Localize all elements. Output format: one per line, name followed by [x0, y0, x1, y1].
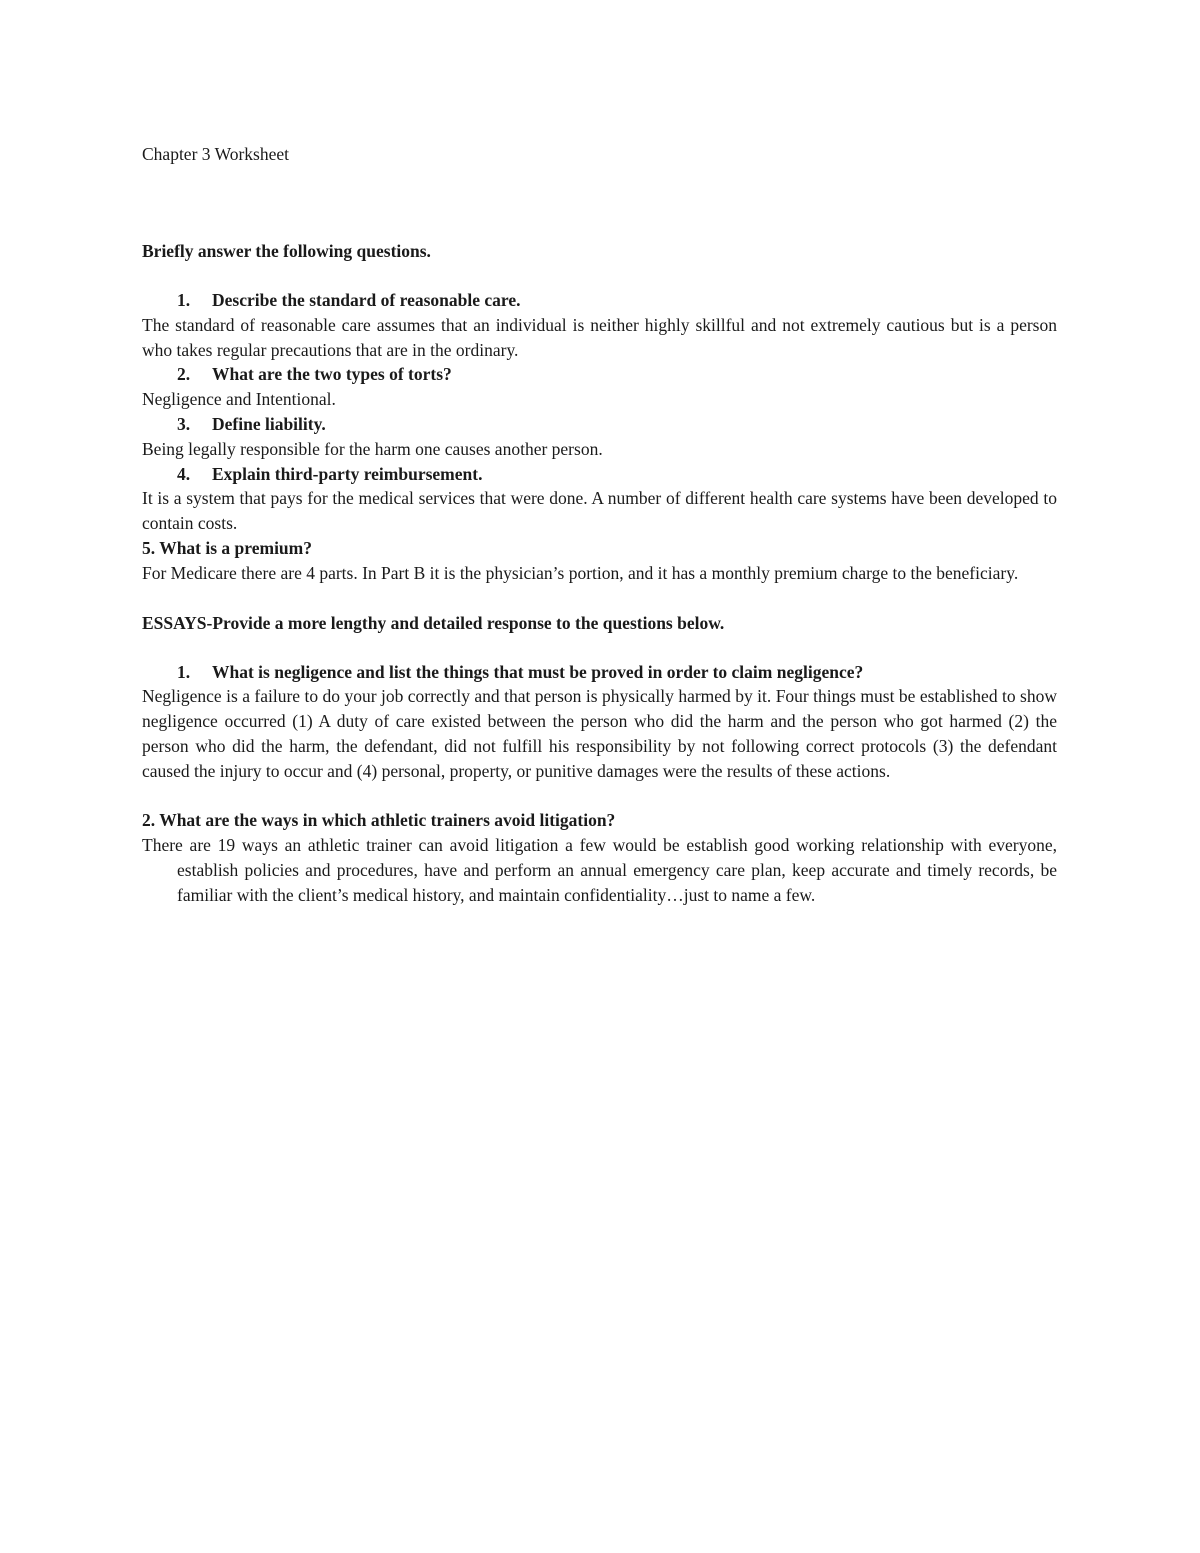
short-answer-list — [142, 288, 1057, 586]
short-question-3 — [142, 412, 1057, 462]
question-text: Describe the standard of reasonable care. — [212, 290, 521, 310]
question-text: What are the two types of torts? — [212, 364, 452, 385]
answer-text: It is a system that pays for the medical services that were done. A number of different health care systems have been developed to contain costs. — [142, 488, 1057, 534]
short-question-5 — [142, 536, 1057, 586]
question-heading — [142, 462, 1057, 487]
question-heading — [142, 536, 1057, 561]
question-heading — [142, 288, 1057, 313]
question-text: What is negligence and list the things that must be proved in order to claim negligence? — [212, 661, 864, 682]
question-number: 4. — [177, 463, 191, 484]
essay-list — [142, 660, 1057, 908]
question-text: What is a premium? — [159, 537, 312, 558]
question-number: 2. — [142, 810, 156, 831]
question-number: 3. — [177, 413, 191, 434]
question-number: 2. — [177, 364, 191, 385]
short-answer-instructions: Briefly answer the following questions. — [142, 241, 431, 261]
short-question-1 — [142, 288, 1057, 362]
document-body — [142, 142, 1057, 908]
question-text: Define liability. — [212, 413, 326, 434]
essay-question-2 — [142, 808, 1057, 907]
question-number: 1. — [177, 661, 191, 682]
essay-question-1 — [142, 660, 1057, 784]
answer-text: For Medicare there are 4 parts. In Part B it is the physician’s portion, and it has a monthly premium charge to the beneficiary. — [142, 562, 1019, 583]
short-question-4 — [142, 462, 1057, 536]
essay-instructions: ESSAYS-Provide a more lengthy and detailed response to the questions below. — [142, 612, 725, 633]
question-heading — [142, 808, 1057, 833]
question-heading — [142, 412, 1057, 437]
question-heading — [142, 362, 1057, 387]
short-question-2 — [142, 362, 1057, 412]
answer-text: Being legally responsible for the harm one causes another person. — [142, 438, 603, 459]
document-title: Chapter 3 Worksheet — [142, 144, 289, 164]
question-number: 5. — [142, 537, 156, 558]
answer-text: There are 19 ways an athletic trainer can avoid litigation a few would be establish good working relationship with everyone, establish policies and procedures, have and perform an annual emergency care plan, keep accurate and timely records, be familiar with the client’s medical history, and maintain confidentiality…just to name a few. — [142, 835, 1057, 905]
answer-text: Negligence and Intentional. — [142, 389, 336, 410]
question-text: Explain third-party reimbursement. — [212, 463, 483, 484]
question-text: What are the ways in which athletic trainers avoid litigation? — [159, 810, 616, 831]
question-heading — [142, 660, 1057, 685]
answer-text: The standard of reasonable care assumes that an individual is neither highly skillful and not extremely cautious but is a person who takes regular precautions that are in the ordinary. — [142, 314, 1057, 360]
answer-text: Negligence is a failure to do your job correctly and that person is physically harmed by it. Four things must be established to show negligence occurred (1) A duty of care existed between the person who did the harm and the person who got harmed (2) the person who did the harm, the defendant, did not fulfill his responsibility by not following correct protocols (3) the defendant caused the injury to occur and (4) personal, property, or punitive damages were the results of these actions. — [142, 686, 1057, 781]
question-number: 1. — [177, 290, 191, 310]
paragraph-spacer — [142, 784, 1057, 809]
